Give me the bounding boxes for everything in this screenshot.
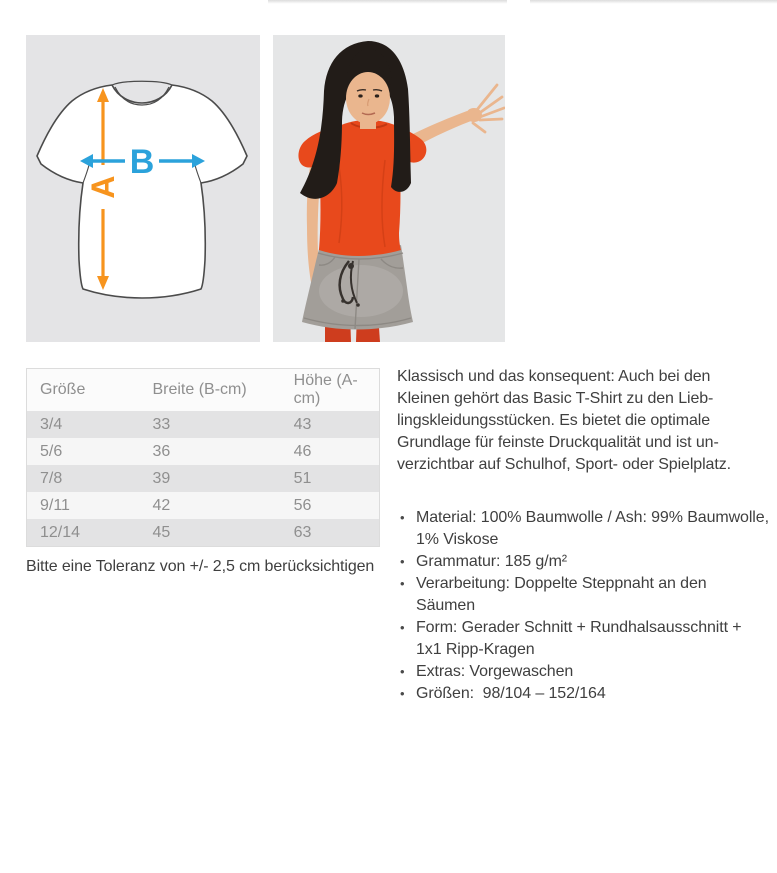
feature-item: [397, 551, 769, 573]
feature-text: Form: Gerader Schnitt + Rundhalsausschnitt + 1x1 Ripp-Kragen: [416, 619, 746, 658]
column-header-height: Höhe (A-cm): [293, 372, 358, 407]
girl-model-illustration: [273, 35, 505, 342]
bullet-icon: •: [400, 510, 405, 525]
size-table: [26, 368, 380, 547]
feature-text: Grammatur: 185 g/m²: [416, 553, 568, 570]
model-skirt: [302, 245, 413, 330]
table-row: [27, 411, 380, 438]
cell-width: 36: [152, 442, 171, 460]
feature-text: Extras: Vorgewaschen: [416, 663, 574, 680]
feature-text: Größen: 98/104 – 152/164: [416, 685, 606, 702]
intro-line: lingskleidungsstücken. Es bietet die optimale: [397, 412, 711, 429]
size-table-section: [26, 368, 380, 576]
intro-line: Klassisch und das konsequent: Auch bei den: [397, 368, 711, 385]
cell-width: 45: [152, 523, 171, 541]
cell-height: 43: [293, 415, 312, 433]
bullet-icon: •: [400, 576, 405, 591]
cell-height: 51: [293, 469, 312, 487]
feature-item: [397, 617, 769, 661]
model-photo: [273, 35, 505, 342]
cell-height: 63: [293, 523, 312, 541]
cell-size: 7/8: [40, 469, 63, 487]
label-a: A: [85, 175, 121, 199]
top-divider-left: [268, 0, 507, 4]
intro-paragraph: [397, 366, 769, 476]
cell-width: 39: [152, 469, 171, 487]
feature-text: Material: 100% Baumwolle / Ash: 99% Baumwolle, 1% Viskose: [416, 509, 774, 548]
feature-item: [397, 661, 769, 683]
cell-size: 12/14: [40, 523, 81, 541]
tshirt-measure-diagram: [26, 35, 260, 342]
model-face: [346, 72, 390, 124]
bullet-icon: •: [400, 686, 405, 701]
cell-height: 46: [293, 442, 312, 460]
bullet-icon: •: [400, 620, 405, 635]
cell-width: 42: [152, 496, 171, 514]
cell-size: 3/4: [40, 415, 63, 433]
cell-size: 5/6: [40, 442, 63, 460]
cell-height: 56: [293, 496, 312, 514]
cell-size: 9/11: [40, 496, 70, 514]
feature-text: Verarbeitung: Doppelte Steppnaht an den Säumen: [416, 575, 711, 614]
feature-item: [397, 573, 769, 617]
size-diagram-image: [26, 35, 260, 342]
size-table-header-row: [27, 369, 380, 412]
bullet-icon: •: [400, 664, 405, 679]
table-row: [27, 465, 380, 492]
cell-width: 33: [152, 415, 171, 433]
feature-item: [397, 507, 774, 551]
intro-line: verzichtbar auf Schulhof, Sport- oder Spielplatz.: [397, 456, 731, 473]
tolerance-note: Bitte eine Toleranz von +/- 2,5 cm berücksichtigen: [26, 558, 375, 575]
feature-item: [397, 683, 769, 705]
product-description: [397, 366, 774, 705]
top-divider-right: [530, 0, 777, 4]
intro-line: Grundlage für feinste Druckqualität und ist un-: [397, 434, 719, 451]
bullet-icon: •: [400, 554, 405, 569]
table-row: [27, 438, 380, 465]
table-row: [27, 519, 380, 547]
table-row: [27, 492, 380, 519]
column-header-width: Breite (B-cm): [152, 381, 247, 398]
label-b: B: [129, 143, 155, 181]
column-header-size: Größe: [40, 381, 86, 398]
product-features-list: [397, 507, 774, 705]
intro-line: Kleinen gehört das Basic T-Shirt zu den Lieb-: [397, 390, 714, 407]
